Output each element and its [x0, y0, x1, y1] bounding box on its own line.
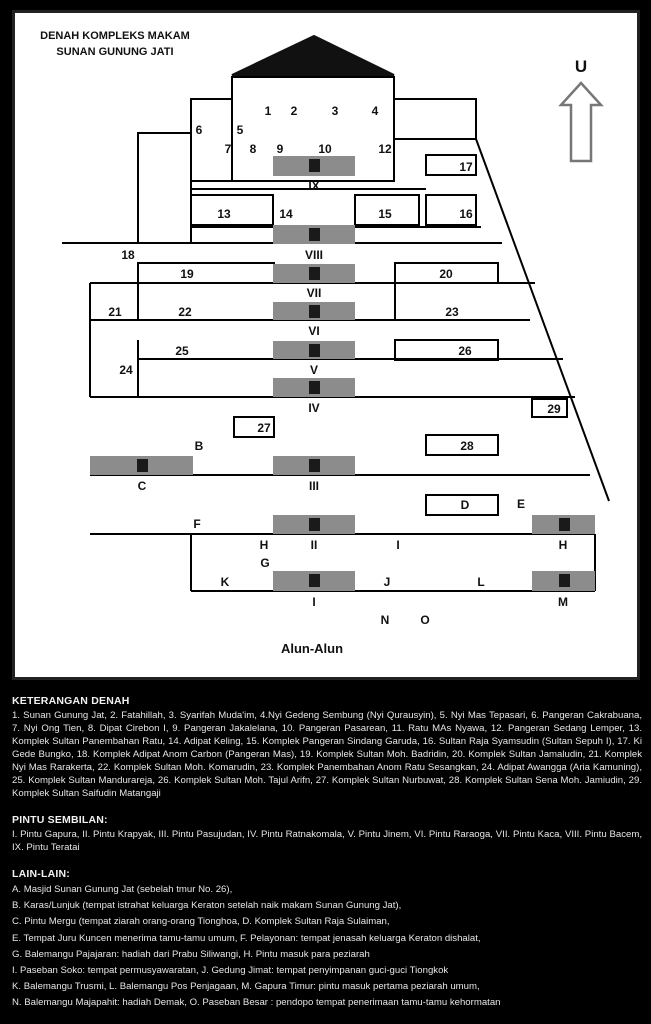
plot-26: 26: [458, 344, 472, 358]
label-L: L: [477, 575, 485, 589]
gate-VIII-label: VIII: [304, 248, 324, 262]
label-G: G: [260, 556, 270, 570]
gate-IV-label: IV: [308, 401, 320, 415]
gate-C-core: [137, 459, 148, 472]
gate-VI-core: [309, 305, 320, 318]
label-J: J: [383, 575, 391, 589]
plot-20: 20: [439, 267, 453, 281]
plot-28: 28: [460, 439, 474, 453]
lain-item: E. Tempat Juru Kuncen menerima tamu-tamu umum, F. Pelayonan: tempat jenasah keluarga Keraton dishalat,: [12, 932, 481, 944]
label-F: F: [193, 517, 201, 531]
plot-18: 18: [121, 248, 135, 262]
gate-II-core: [309, 518, 320, 531]
plot-27: 27: [257, 421, 271, 435]
gate-VII-label: VII: [306, 286, 322, 300]
label-H-east: H: [558, 538, 568, 552]
lain-item: B. Karas/Lunjuk (tempat istrahat keluarga Keraton setelah naik makam Sunan Gunung Jat),: [12, 900, 402, 912]
plot-12: 12: [378, 142, 392, 156]
gate-VI-label: VI: [308, 324, 320, 338]
gates: [90, 156, 595, 591]
gate-III-label: III: [308, 479, 320, 493]
lain-section: [12, 868, 642, 1012]
plot-16: 16: [459, 207, 473, 221]
gate-V-core: [309, 344, 320, 357]
building-19: [138, 263, 274, 283]
label-E: E: [516, 497, 526, 511]
label-I: I: [396, 538, 400, 552]
label-D: D: [460, 498, 470, 512]
label-C: C: [137, 479, 147, 493]
plot-22: 22: [178, 305, 192, 319]
lain-item: C. Pintu Mergu (tempat ziarah orang-orang Tionghoa, D. Komplek Sultan Raja Sulaiman,: [12, 916, 390, 928]
gate-V-label: V: [309, 363, 319, 377]
right-annex: [394, 99, 476, 139]
plot-3: 3: [331, 104, 339, 118]
lain-item: A. Masjid Sunan Gunung Jat (sebelah tmur No. 26),: [12, 884, 233, 895]
map-legend: [12, 695, 642, 1024]
plot-6: 6: [195, 123, 203, 137]
plot-10: 10: [318, 142, 332, 156]
site-plan-drawing: [15, 13, 637, 677]
plot-2: 2: [290, 104, 298, 118]
site-map: [12, 10, 640, 680]
plot-29: 29: [547, 402, 561, 416]
plot-8: 8: [249, 142, 257, 156]
pintu-section: [12, 814, 642, 854]
gate-M-core: [559, 574, 570, 587]
gate-VII-core: [309, 267, 320, 280]
lain-title: LAIN-LAIN:: [12, 868, 70, 880]
gate-H-east-core: [559, 518, 570, 531]
plot-13: 13: [217, 207, 231, 221]
plot-17: 17: [459, 160, 473, 174]
lain-item: I. Paseban Soko: tempat permusyawaratan, J. Gedung Jimat: tempat penyimpanan guci-guci Tiongkok: [12, 965, 449, 977]
plot-15: 15: [378, 207, 392, 221]
plot-1: 1: [264, 104, 272, 118]
building-26: [395, 340, 498, 360]
plot-25: 25: [175, 344, 189, 358]
keterangan-title: KETERANGAN DENAH: [12, 695, 130, 707]
plot-19: 19: [180, 267, 194, 281]
keterangan-section: [12, 695, 642, 800]
main-tomb-roof: [232, 36, 394, 75]
plot-14: 14: [279, 207, 293, 221]
plot-4: 4: [371, 104, 379, 118]
gate-IV-core: [309, 381, 320, 394]
label-O: O: [420, 613, 430, 627]
lain-item: N. Balemangu Majapahit: hadiah Demak, O. Paseban Besar : pendopo tempat penerimaan tamu-tamu kehormatan: [12, 997, 501, 1009]
gate-II-label: II: [310, 538, 318, 552]
label-M: M: [558, 595, 568, 609]
building-13: [191, 195, 273, 225]
alun-alun-label: Alun-Alun: [280, 641, 344, 656]
label-K: K: [220, 575, 230, 589]
lain-item: K. Balemangu Trusmi, L. Balemangu Pos Penjagaan, M. Gapura Timur: pintu masuk pertama peziarah umum,: [12, 981, 480, 993]
gate-IX-label: IX: [308, 179, 320, 193]
map-title-line1: DENAH KOMPLEKS MAKAM: [40, 30, 190, 42]
left-outer-wall: [138, 133, 191, 243]
north-label: U: [574, 57, 588, 76]
pintu-text: I. Pintu Gapura, II. Pintu Krapyak, III. Pintu Pasujudan, IV. Pintu Ratnakomala, V. Pintu Jinem, VI. Pintu Raraoga, VII. Pintu Kaca, VIII. Pintu Bacem, IX. Pintu Teratai: [12, 829, 642, 853]
plot-5: 5: [236, 123, 244, 137]
pintu-title: PINTU SEMBILAN:: [12, 814, 108, 826]
plot-9: 9: [276, 142, 284, 156]
gate-I-label: I: [312, 595, 316, 609]
label-B: B: [194, 439, 204, 453]
plot-21: 21: [108, 305, 122, 319]
left-annex: [191, 99, 232, 181]
gate-I-core: [309, 574, 320, 587]
label-N: N: [380, 613, 390, 627]
north-arrow-icon: [561, 83, 601, 161]
plot-23: 23: [445, 305, 459, 319]
label-H-west: H: [259, 538, 269, 552]
gate-III-core: [309, 459, 320, 472]
gate-IX-core: [309, 159, 320, 172]
keterangan-text: 1. Sunan Gunung Jat, 2. Fatahillah, 3. Syarifah Muda'im, 4.Nyi Gedeng Sembung (Nyi Qurausyin), 5. Nyi Mas Tepasari, 6. Pangeran Cakrabuana, 7. Nyi Ong Tien, 8. Dipat Cirebon I, 9. Pangeran Jakalelana, 10. Pangeran Pasarean, 11. Ratu MAs Nyawa, 12. Pangeran Sedang Lemper, 13. Komplek Sultan Panembahan Ratu, 14. Adipat Keling, 15. Komplek Pangeran Sindang Garuda, 16. Sultan Raja Syamsudin (Sultan Sepuh I), 17. Ki Gede Bungko, 18. Komplek Adipat Anom Carbon (Pangeran Mas), 19. Komplek Sultan Moh. Badridin, 20. Komplek Sultan Jamaludin, 21. Komplek Nyi Mas Rarakerta, 22. Komplek Sultan Moh. Komarudin, 23. Komplek Panembahan Anom Ratu Sesangkan, 24. Adipat Awangga (Aria Kamuning), 25. Komplek Sultan Mandurareja, 26. Komplek Sultan Moh. Tajul Arifn, 27. Komplek Sultan Nurbuwat, 28. Komplek Sultan Sena Moh. Jamiudin, 29. Komplek Sultan Saifudin Matangaji: [12, 710, 642, 799]
gate-VIII-core: [309, 228, 320, 241]
map-title-line2: SUNAN GUNUNG JATI: [56, 46, 174, 58]
plot-24: 24: [119, 363, 133, 377]
plot-7: 7: [224, 142, 232, 156]
lain-item: G. Balemangu Pajajaran: hadiah dari Prabu Siliwangi, H. Pintu masuk para peziarah: [12, 948, 370, 960]
